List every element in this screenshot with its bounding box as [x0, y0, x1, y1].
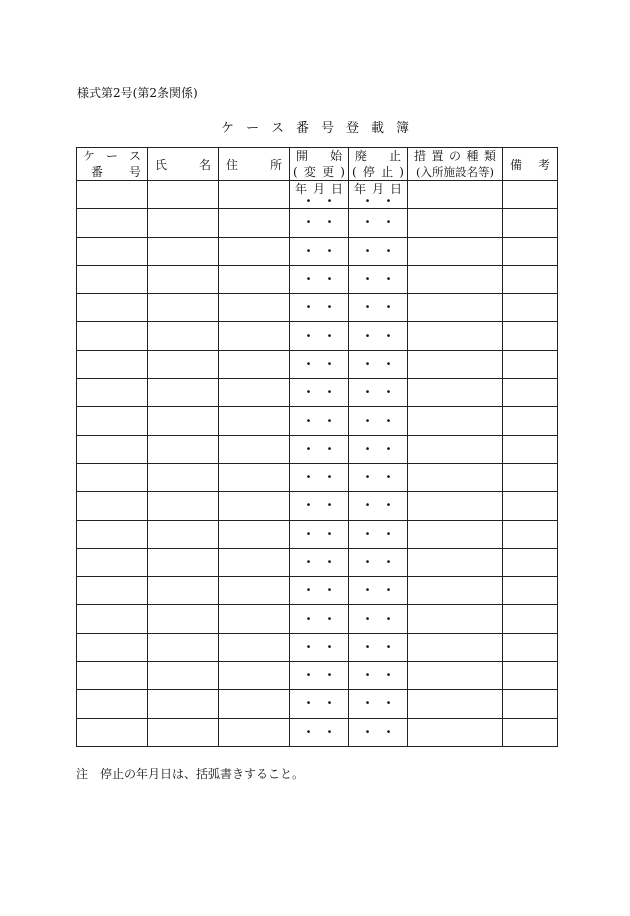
date-separators: ・ ・: [302, 668, 336, 683]
title-char: 号: [321, 121, 335, 136]
title-char: ー: [245, 121, 259, 136]
cell-start-date[interactable]: [290, 407, 349, 435]
cell-abolish-date[interactable]: [349, 237, 408, 265]
table-row: [77, 322, 558, 350]
date-separators: ・ ・: [361, 470, 395, 485]
cell-remarks[interactable]: [503, 605, 558, 633]
cell-address[interactable]: [219, 520, 290, 548]
cell-name[interactable]: [148, 379, 219, 407]
cell-name[interactable]: [148, 577, 219, 605]
cell-address[interactable]: [219, 662, 290, 690]
cell-measure-type[interactable]: [408, 237, 503, 265]
cell-remarks[interactable]: [503, 294, 558, 322]
date-separators: ・ ・: [361, 243, 395, 258]
cell-remarks[interactable]: [503, 520, 558, 548]
cell-case-number[interactable]: [77, 435, 148, 463]
cell-measure-type[interactable]: [408, 548, 503, 576]
cell-start-date[interactable]: [290, 379, 349, 407]
cell-remarks[interactable]: [503, 662, 558, 690]
date-separators: ・ ・: [361, 328, 395, 343]
table-row: [77, 548, 558, 576]
cell-name[interactable]: [148, 294, 219, 322]
date-separators: ・ ・: [361, 639, 395, 654]
cell-measure-type[interactable]: [408, 181, 503, 209]
date-separators: ・ ・: [361, 583, 395, 598]
cell-address[interactable]: [219, 463, 290, 491]
table-row: [77, 209, 558, 237]
cell-name[interactable]: [148, 662, 219, 690]
cell-address[interactable]: [219, 181, 290, 209]
date-separators: ・ ・: [361, 526, 395, 541]
cell-start-date[interactable]: [290, 662, 349, 690]
cell-start-date[interactable]: [290, 633, 349, 661]
cell-name[interactable]: [148, 463, 219, 491]
date-separators: ・ ・: [361, 441, 395, 456]
date-separators: ・ ・: [361, 194, 395, 209]
cell-address[interactable]: [219, 718, 290, 746]
date-separators: ・ ・: [302, 300, 336, 315]
cell-address[interactable]: [219, 492, 290, 520]
cell-address[interactable]: [219, 265, 290, 293]
date-separators: ・ ・: [361, 611, 395, 626]
title-char: 載: [371, 121, 385, 136]
header-address: 住 所: [219, 148, 290, 181]
title-char: ス: [270, 121, 284, 136]
cell-abolish-date[interactable]: [349, 379, 408, 407]
cell-remarks[interactable]: [503, 718, 558, 746]
cell-remarks[interactable]: [503, 265, 558, 293]
cell-start-date[interactable]: [290, 209, 349, 237]
cell-case-number[interactable]: [77, 463, 148, 491]
cell-name[interactable]: [148, 492, 219, 520]
cell-remarks[interactable]: [503, 379, 558, 407]
cell-start-date[interactable]: [290, 265, 349, 293]
cell-abolish-date[interactable]: [349, 322, 408, 350]
cell-name[interactable]: [148, 520, 219, 548]
cell-abolish-date[interactable]: [349, 435, 408, 463]
date-separators: ・ ・: [302, 194, 336, 209]
table-row: [77, 577, 558, 605]
cell-abolish-date[interactable]: [349, 294, 408, 322]
header-case-number-line1: ケ ー ス: [83, 149, 141, 163]
cell-measure-type[interactable]: [408, 435, 503, 463]
cell-abolish-date[interactable]: [349, 520, 408, 548]
cell-measure-type[interactable]: [408, 520, 503, 548]
footnote-label: 注: [76, 767, 89, 781]
cell-measure-type[interactable]: [408, 492, 503, 520]
cell-case-number[interactable]: [77, 294, 148, 322]
date-separators: ・ ・: [361, 385, 395, 400]
cell-case-number[interactable]: [77, 379, 148, 407]
table-row: [77, 492, 558, 520]
cell-start-date[interactable]: [290, 690, 349, 718]
date-separators: ・ ・: [302, 639, 336, 654]
cell-start-date[interactable]: [290, 463, 349, 491]
date-separators: ・ ・: [302, 696, 336, 711]
cell-abolish-date[interactable]: [349, 718, 408, 746]
cell-name[interactable]: [148, 605, 219, 633]
cell-start-date[interactable]: [290, 435, 349, 463]
cell-address[interactable]: [219, 690, 290, 718]
cell-start-date[interactable]: [290, 520, 349, 548]
header-name: 氏 名: [148, 148, 219, 181]
page-title: [0, 117, 630, 136]
title-char: 簿: [396, 121, 410, 136]
cell-abolish-date[interactable]: [349, 690, 408, 718]
date-separators: ・ ・: [361, 724, 395, 739]
cell-address[interactable]: [219, 379, 290, 407]
header-row: [77, 148, 558, 181]
table-row: [77, 407, 558, 435]
cell-case-number[interactable]: [77, 209, 148, 237]
cell-address[interactable]: [219, 209, 290, 237]
table-row: [77, 662, 558, 690]
cell-case-number[interactable]: [77, 492, 148, 520]
cell-remarks[interactable]: [503, 492, 558, 520]
cell-measure-type[interactable]: [408, 322, 503, 350]
cell-name[interactable]: [148, 265, 219, 293]
cell-start-date[interactable]: [290, 237, 349, 265]
table-row: [77, 605, 558, 633]
cell-case-number[interactable]: [77, 181, 148, 209]
cell-measure-type[interactable]: [408, 718, 503, 746]
cell-name[interactable]: [148, 718, 219, 746]
date-separators: ・ ・: [302, 328, 336, 343]
cell-abolish-date[interactable]: [349, 577, 408, 605]
cell-abolish-date[interactable]: [349, 662, 408, 690]
date-separators: ・ ・: [302, 272, 336, 287]
date-separators: ・ ・: [302, 724, 336, 739]
date-separators: ・ ・: [302, 441, 336, 456]
cell-remarks[interactable]: [503, 237, 558, 265]
cell-address[interactable]: [219, 237, 290, 265]
cell-case-number[interactable]: [77, 520, 148, 548]
table-row: [77, 294, 558, 322]
cell-abolish-date[interactable]: [349, 633, 408, 661]
cell-abolish-date[interactable]: [349, 265, 408, 293]
title-char: 登: [346, 121, 360, 136]
case-register-table: [76, 147, 558, 747]
footnote-text: 停止の年月日は、括弧書きすること。: [100, 767, 305, 781]
cell-measure-type[interactable]: [408, 209, 503, 237]
cell-name[interactable]: [148, 237, 219, 265]
cell-start-date[interactable]: [290, 181, 349, 209]
date-separators: ・ ・: [361, 498, 395, 513]
cell-remarks[interactable]: [503, 548, 558, 576]
cell-measure-type[interactable]: [408, 379, 503, 407]
cell-case-number[interactable]: [77, 237, 148, 265]
cell-abolish-date[interactable]: [349, 463, 408, 491]
cell-address[interactable]: [219, 294, 290, 322]
date-separators: ・ ・: [361, 300, 395, 315]
cell-address[interactable]: [219, 577, 290, 605]
cell-measure-type[interactable]: [408, 407, 503, 435]
table-row: [77, 690, 558, 718]
cell-case-number[interactable]: [77, 548, 148, 576]
cell-remarks[interactable]: [503, 633, 558, 661]
cell-measure-type[interactable]: [408, 577, 503, 605]
cell-address[interactable]: [219, 407, 290, 435]
cell-measure-type[interactable]: [408, 690, 503, 718]
date-separators: ・ ・: [302, 356, 336, 371]
cell-case-number[interactable]: [77, 350, 148, 378]
cell-name[interactable]: [148, 690, 219, 718]
cell-start-date[interactable]: [290, 577, 349, 605]
cell-name[interactable]: [148, 350, 219, 378]
cell-remarks[interactable]: [503, 435, 558, 463]
header-case-number-line2: 番 号: [91, 165, 141, 179]
cell-name[interactable]: [148, 181, 219, 209]
cell-address[interactable]: [219, 633, 290, 661]
cell-case-number[interactable]: [77, 265, 148, 293]
cell-abolish-date[interactable]: [349, 548, 408, 576]
cell-abolish-date[interactable]: [349, 350, 408, 378]
cell-address[interactable]: [219, 350, 290, 378]
date-labels: 年 月 日: [295, 182, 343, 197]
cell-address[interactable]: [219, 548, 290, 576]
cell-name[interactable]: [148, 407, 219, 435]
table-row: [77, 379, 558, 407]
header-remarks: 備 考: [503, 148, 558, 181]
cell-case-number[interactable]: [77, 718, 148, 746]
table-row: [77, 265, 558, 293]
date-labels: 年 月 日: [354, 182, 402, 197]
cell-address[interactable]: [219, 605, 290, 633]
cell-address[interactable]: [219, 322, 290, 350]
table-row: [77, 350, 558, 378]
cell-remarks[interactable]: [503, 577, 558, 605]
form-number: 様式第2号(第2条関係): [77, 86, 198, 100]
cell-case-number[interactable]: [77, 633, 148, 661]
date-separators: ・ ・: [361, 413, 395, 428]
cell-measure-type[interactable]: [408, 265, 503, 293]
table-row: [77, 520, 558, 548]
cell-measure-type[interactable]: [408, 633, 503, 661]
cell-remarks[interactable]: [503, 407, 558, 435]
cell-abolish-date[interactable]: [349, 209, 408, 237]
date-separators: ・ ・: [361, 668, 395, 683]
date-separators: ・ ・: [302, 243, 336, 258]
cell-measure-type[interactable]: [408, 662, 503, 690]
cell-name[interactable]: [148, 322, 219, 350]
date-separators: ・ ・: [302, 583, 336, 598]
table-row: [77, 633, 558, 661]
title-char: ケ: [220, 121, 234, 136]
date-separators: ・ ・: [302, 470, 336, 485]
cell-remarks[interactable]: [503, 350, 558, 378]
cell-name[interactable]: [148, 548, 219, 576]
cell-case-number[interactable]: [77, 577, 148, 605]
date-separators: ・ ・: [361, 555, 395, 569]
cell-measure-type[interactable]: [408, 350, 503, 378]
cell-address[interactable]: [219, 435, 290, 463]
date-separators: ・ ・: [361, 215, 395, 230]
cell-measure-type[interactable]: [408, 605, 503, 633]
header-measure-type: 措 置 の 種 類 (入所施設名等): [408, 148, 503, 181]
cell-start-date[interactable]: [290, 548, 349, 576]
cell-remarks[interactable]: [503, 690, 558, 718]
cell-case-number[interactable]: [77, 690, 148, 718]
cell-name[interactable]: [148, 209, 219, 237]
date-separators: ・ ・: [302, 413, 336, 428]
header-case-number: [77, 148, 148, 181]
date-separators: ・ ・: [361, 696, 395, 711]
cell-measure-type[interactable]: [408, 294, 503, 322]
cell-name[interactable]: [148, 435, 219, 463]
date-separators: ・ ・: [302, 498, 336, 513]
cell-abolish-date[interactable]: [349, 181, 408, 209]
cell-start-date[interactable]: [290, 350, 349, 378]
cell-case-number[interactable]: [77, 407, 148, 435]
cell-start-date[interactable]: [290, 605, 349, 633]
cell-start-date[interactable]: [290, 492, 349, 520]
title-char: 番: [295, 121, 309, 136]
date-separators: ・ ・: [361, 272, 395, 287]
cell-remarks[interactable]: [503, 322, 558, 350]
cell-remarks[interactable]: [503, 181, 558, 209]
date-separators: ・ ・: [361, 356, 395, 371]
cell-remarks[interactable]: [503, 463, 558, 491]
date-separators: ・ ・: [302, 611, 336, 626]
cell-start-date[interactable]: [290, 294, 349, 322]
cell-measure-type[interactable]: [408, 463, 503, 491]
footnote: [76, 765, 304, 782]
header-abolish: 廃 止 ( 停 止 ): [349, 148, 408, 181]
cell-start-date[interactable]: [290, 718, 349, 746]
table-row: [77, 718, 558, 746]
table-row: [77, 463, 558, 491]
table-row: [77, 435, 558, 463]
date-separators: ・ ・: [302, 526, 336, 541]
cell-abolish-date[interactable]: [349, 407, 408, 435]
cell-start-date[interactable]: [290, 322, 349, 350]
date-separators: ・ ・: [302, 215, 336, 230]
cell-name[interactable]: [148, 633, 219, 661]
header-start: 開 始 ( 変 更 ): [290, 148, 349, 181]
date-separators: ・ ・: [302, 385, 336, 400]
table-row: [77, 237, 558, 265]
cell-abolish-date[interactable]: [349, 492, 408, 520]
cell-case-number[interactable]: [77, 322, 148, 350]
cell-case-number[interactable]: [77, 605, 148, 633]
table-row: [77, 181, 558, 209]
cell-case-number[interactable]: [77, 662, 148, 690]
date-separators: ・ ・: [302, 555, 336, 569]
cell-remarks[interactable]: [503, 209, 558, 237]
cell-abolish-date[interactable]: [349, 605, 408, 633]
